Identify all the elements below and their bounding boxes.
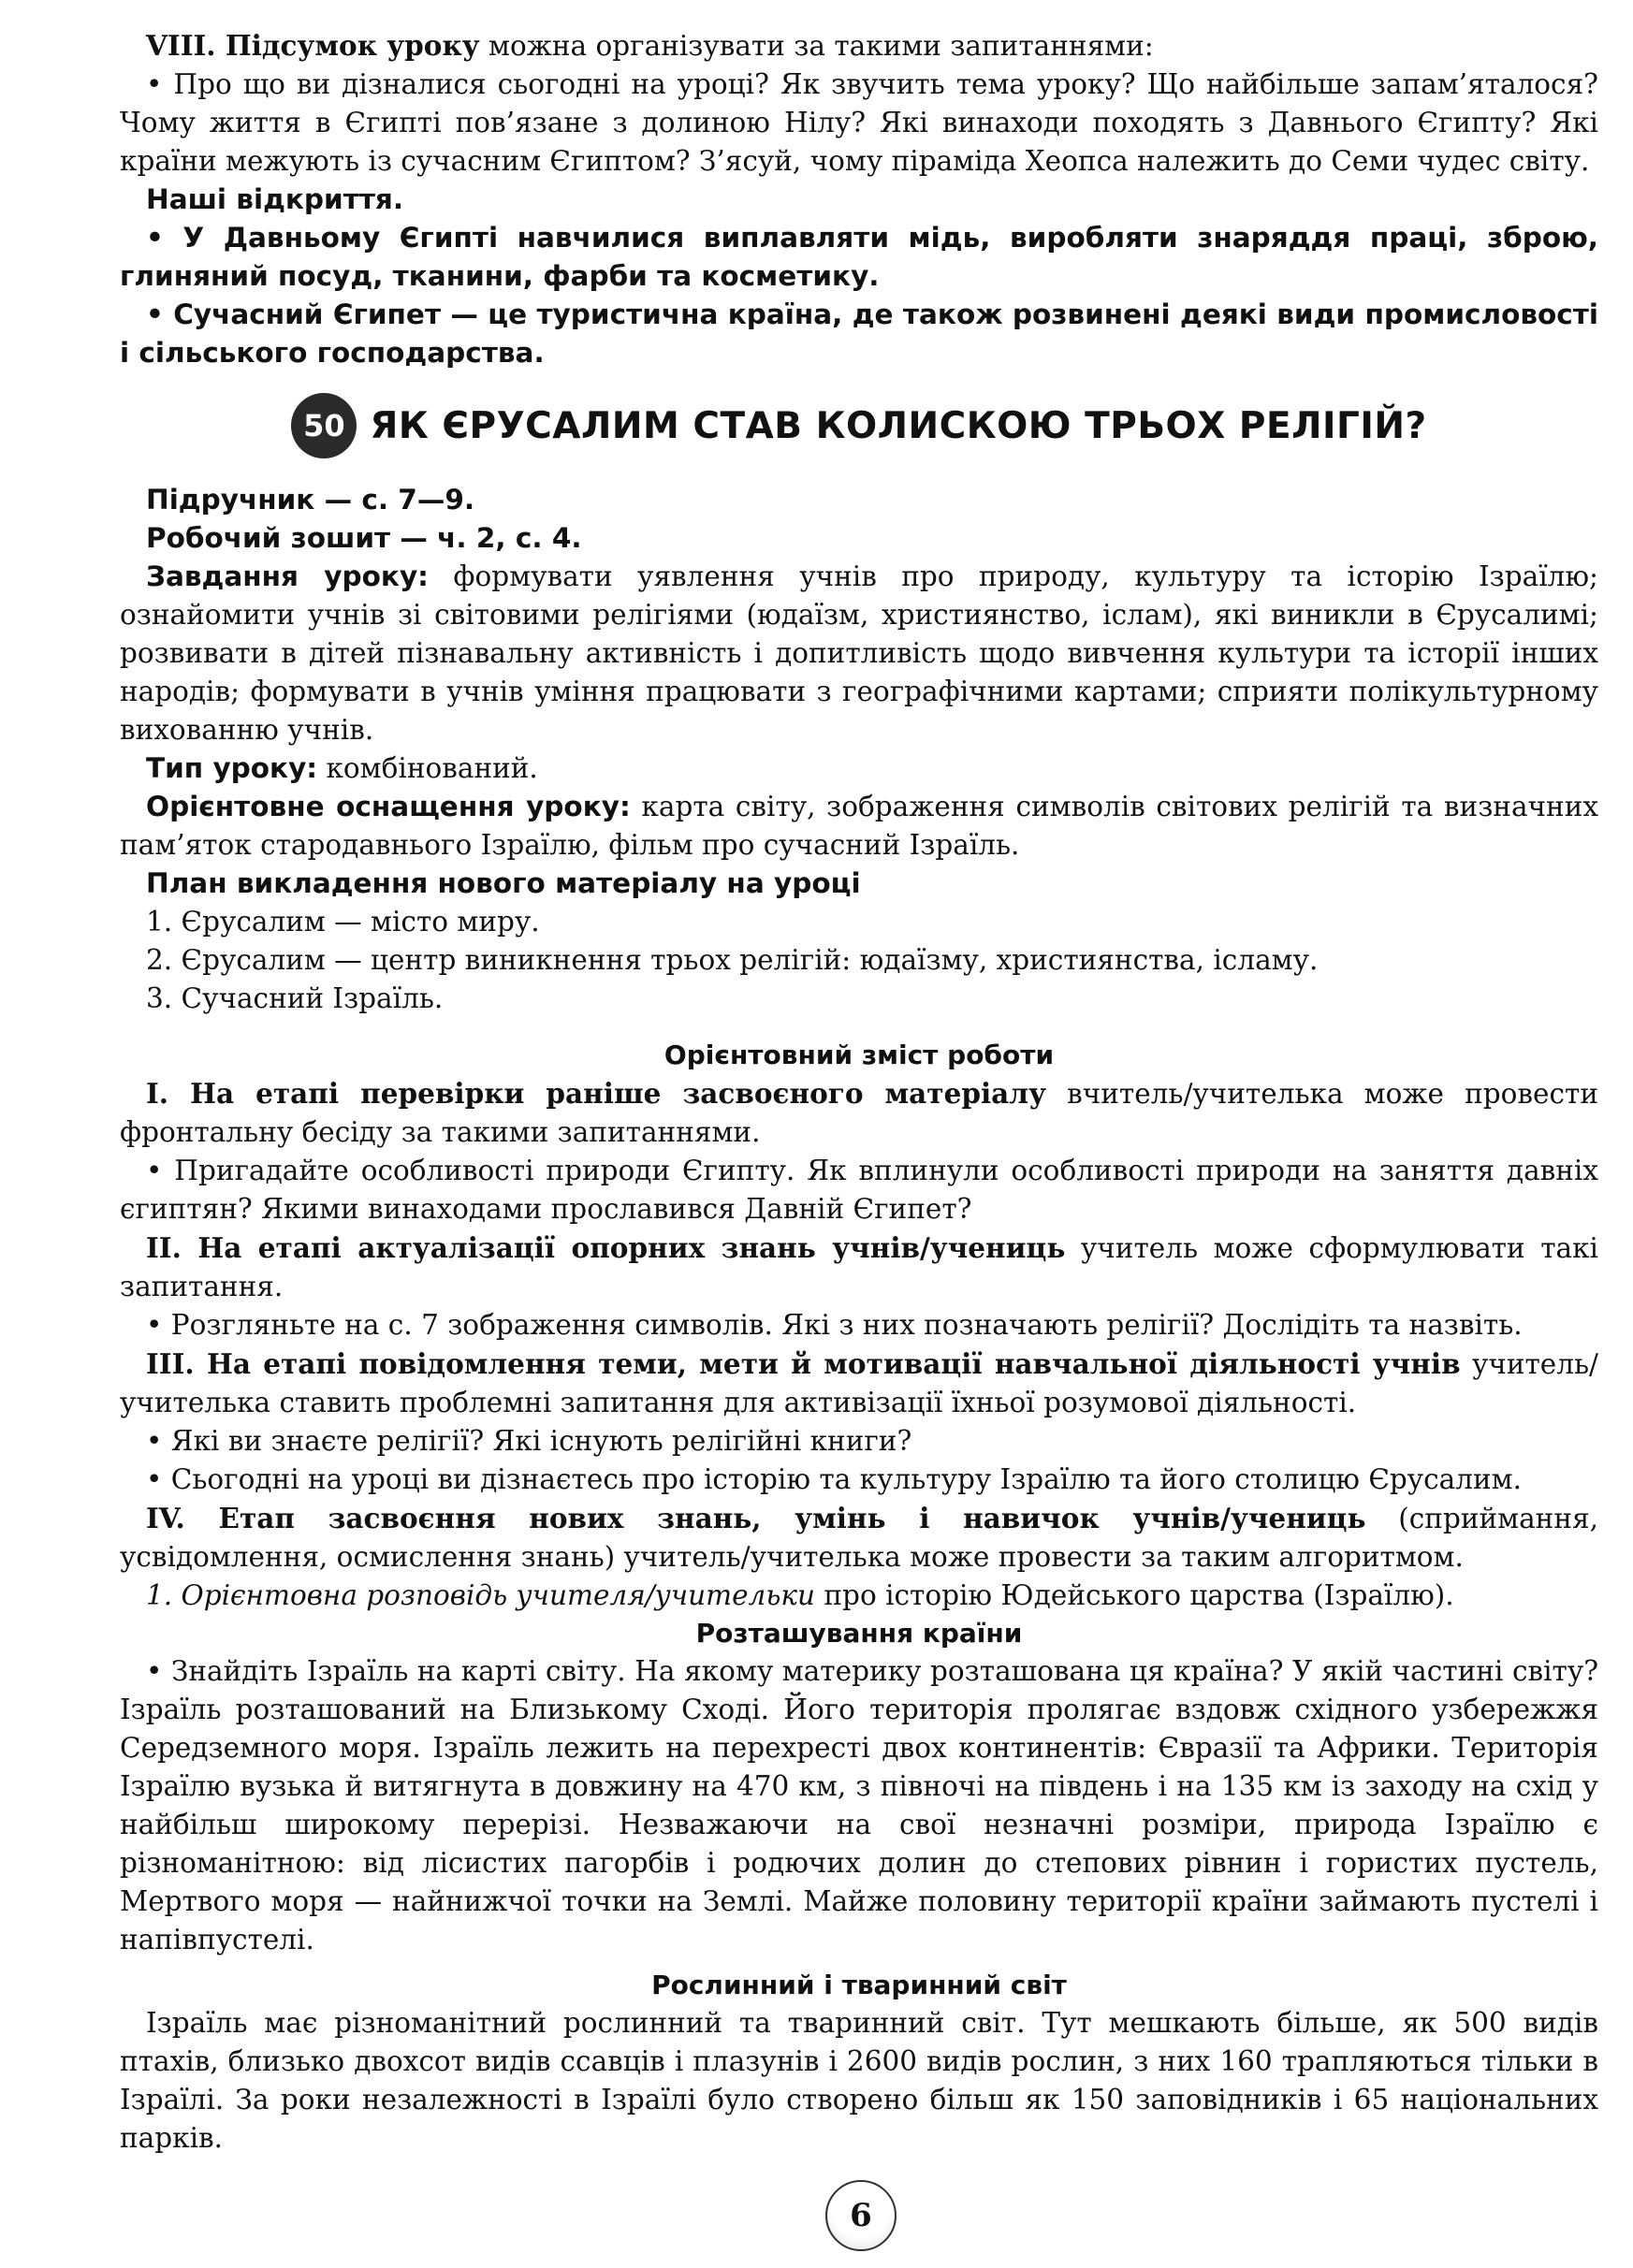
- lesson-type: [120, 749, 1598, 788]
- stage-3: [120, 1345, 1598, 1422]
- stage-1-text: вчитель/учителька може провести фронтальну бесіду за такими запитаннями.: [120, 1078, 1598, 1148]
- stage-3-bullet-1: • Які ви знаєте релігії? Які існують релігійні книги?: [120, 1422, 1598, 1461]
- stage-2: [120, 1228, 1598, 1306]
- stage-1: [120, 1074, 1598, 1152]
- equipment-label: Орієнтовне оснащення уроку:: [146, 791, 631, 822]
- lesson-tasks: [120, 558, 1598, 749]
- stage-4-item: [120, 1577, 1598, 1615]
- stage-3-bullet-2: • Сьогодні на уроці ви дізнаєтесь про історію та культуру Ізраїлю та його столицю Єрусалим.: [120, 1461, 1598, 1499]
- summary-heading-rest: можна організувати за такими запитаннями:: [479, 30, 1154, 62]
- lesson-title: ЯК ЄРУСАЛИМ СТАВ КОЛИСКОЮ ТРЬОХ РЕЛІГІЙ?: [370, 404, 1427, 447]
- stage-3-label: III. На етапі повідомлення теми, мети й мотивації навчальної діяльності учнів: [146, 1347, 1461, 1380]
- plan-heading: План викладення нового матеріалу на уроці: [146, 867, 861, 899]
- stage-4-text: (сприймання, усвідомлення, осмислення знань) учитель/учителька може провести за таким алгоритмом.: [120, 1503, 1598, 1573]
- document-page: [120, 26, 1598, 2158]
- stage-2-text: учитель може сформулювати такі запитання.: [120, 1232, 1598, 1302]
- type-label: Тип уроку:: [146, 752, 318, 784]
- summary-paragraph: [120, 26, 1598, 65]
- summary-bullet: • Про що ви дізналися сьогодні на уроці? Як звучить тема уроку? Що найбільше запам’яталося? Чому життя в Єгипті пов’язане з долиною Нілу? Які винаходи походять з Давнього Єгипту? Які країни межують із сучасним Єгиптом? З’ясуй, чому піраміда Хеопса належить до Семи чудес світу.: [120, 65, 1598, 181]
- type-text: комбінований.: [317, 752, 538, 784]
- tasks-text: формувати уявлення учнів про природу, культуру та історію Ізраїлю; ознайомити учнів зі світовими релігіями (юдаїзм, християнство, іслам), які виникли в Єрусалимі; розвивати в дітей пізнавальну активність і допитливість щодо вивчення культури та історії інших народів; формувати в учнів уміння працювати з географічними картами; сприяти полікультурному вихованню учнів.: [120, 560, 1599, 746]
- stage-2-label: II. На етапі актуалізації опорних знань учнів/учениць: [146, 1231, 1066, 1264]
- flora-text: Ізраїль має різноманітний рослинний та тваринний світ. Тут мешкають більше, як 500 видів птахів, близько двохсот видів ссавців і плазунів і 2600 видів рослин, з них 160 трапляються тільки в Ізраїлі. За роки незалежності в Ізраїлі було створено більш як 150 заповідників і 65 національних парків.: [120, 2007, 1598, 2154]
- discovery-2: • Сучасний Єгипет — це туристична країна, де також розвинені деякі види промисловості і сільського господарства.: [120, 296, 1598, 372]
- lesson-number-badge: 50: [291, 393, 357, 458]
- plan-item: 1. Єрусалим — місто миру.: [146, 906, 540, 938]
- lesson-equipment: [120, 788, 1598, 865]
- stage-4-item-label: 1. Орієнтовна розповідь учителя/учительки: [146, 1579, 816, 1611]
- lesson-title-row: [120, 393, 1598, 458]
- plan-item: 3. Сучасний Ізраїль.: [146, 982, 444, 1014]
- tasks-label: Завдання уроку:: [146, 560, 429, 592]
- location-heading: Розташування країни: [695, 1618, 1023, 1649]
- workbook-ref: Робочий зошит — ч. 2, с. 4.: [146, 522, 582, 554]
- flora-heading: Рослинний і тваринний світ: [651, 1970, 1067, 2000]
- summary-heading: VIII. Підсумок уроку: [146, 29, 480, 62]
- page-number: 6: [825, 2180, 897, 2251]
- stage-1-label: I. На етапі перевірки раніше засвоєного матеріалу: [146, 1077, 1046, 1110]
- discoveries-heading: Наші відкриття.: [146, 183, 404, 215]
- equipment-text: карта світу, зображення символів світових релігій та визначних пам’яток стародавнього Ізраїлю, фільм про сучасний Ізраїль.: [120, 791, 1598, 861]
- stage-4-item-text: про історію Юдейського царства (Ізраїлю).: [815, 1579, 1454, 1611]
- stage-4: [120, 1499, 1598, 1577]
- stage-1-bullet: • Пригадайте особливості природи Єгипту. Як вплинули особливості природи на заняття давніх єгиптян? Якими винаходами прославився Давній Єгипет?: [120, 1152, 1598, 1228]
- plan-item: 2. Єрусалим — центр виникнення трьох релігій: юдаїзму, християнства, ісламу.: [146, 944, 1319, 976]
- stage-2-bullet: • Розгляньте на с. 7 зображення символів. Які з них позначають релігії? Дослідіть та назвіть.: [120, 1306, 1598, 1345]
- discovery-1: • У Давньому Єгипті навчилися виплавляти мідь, виробляти знаряддя праці, зброю, глиняний посуд, тканини, фарби та косметику.: [120, 219, 1598, 296]
- textbook-ref: Підручник — с. 7—9.: [146, 484, 475, 516]
- stage-3-text: учитель/учителька ставить проблемні запитання для активізації їхньої розумової діяльності.: [120, 1348, 1599, 1418]
- content-heading: Орієнтовний зміст роботи: [663, 1040, 1055, 1070]
- stage-4-label: IV. Етап засвоєння нових знань, умінь і навичок учнів/учениць: [146, 1502, 1366, 1534]
- location-text: • Знайдіть Ізраїль на карті світу. На якому материку розташована ця країна? У якій частині світу? Ізраїль розташований на Близькому Сході. Його територія пролягає вздовж східного узбережжя Середземного моря. Ізраїль лежить на перехресті двох континентів: Євразії та Африки. Територія Ізраїлю вузька й витягнута в довжину на 470 км, з півночі на південь і на 135 км із заходу на схід у найбільш широкому перерізі. Незважаючи на свої незначні розміри, природа Ізраїлю є різноманітною: від лісистих пагорбів і родючих долин до степових рівнин і гористих пустель, Мертвого моря — найнижчої точки на Землі. Майже половину території країни займають пустелі і напівпустелі.: [120, 1652, 1598, 1959]
